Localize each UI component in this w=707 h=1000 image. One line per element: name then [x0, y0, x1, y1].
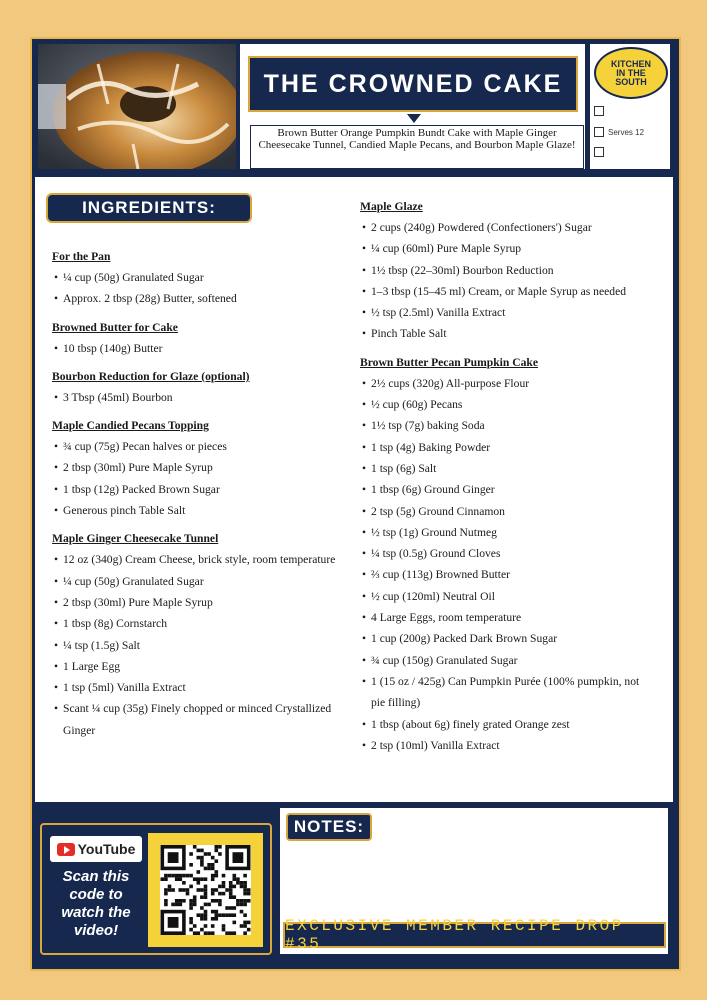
ingredient-item: • 2 cups (240g) Powdered (Confectioners') Sugar	[360, 217, 650, 238]
ingredient-section	[52, 416, 342, 521]
ingredient-item: • Approx. 2 tbsp (28g) Butter, softened	[52, 288, 342, 309]
ingredient-item: • 1 tsp (6g) Salt	[360, 458, 650, 479]
section-title: Browned Butter for Cake	[52, 320, 178, 334]
ingredient-item: • 12 oz (340g) Cream Cheese, brick style, room temperature	[52, 549, 342, 570]
ingredient-item: • 2 tbsp (30ml) Pure Maple Syrup	[52, 457, 342, 478]
ingredient-item: • ½ cup (60g) Pecans	[360, 394, 650, 415]
title-pointer	[407, 114, 421, 123]
ingredient-item: • ¾ cup (75g) Pecan halves or pieces	[52, 436, 342, 457]
difficulty-icon	[594, 147, 604, 157]
ingredient-item: • 1 tsp (5ml) Vanilla Extract	[52, 677, 342, 698]
info-text: Serves 12	[608, 127, 645, 137]
ingredient-item: • 1 tbsp (6g) Ground Ginger	[360, 479, 650, 500]
qr-code[interactable]	[148, 833, 263, 947]
section-title: Brown Butter Pecan Pumpkin Cake	[360, 355, 538, 369]
ingredient-item: • ½ tsp (2.5ml) Vanilla Extract	[360, 302, 650, 323]
kitchen-logo	[594, 47, 668, 99]
ingredient-item: • ¼ tsp (1.5g) Salt	[52, 635, 342, 656]
ingredient-item: • ¼ tsp (0.5g) Ground Cloves	[360, 543, 650, 564]
ingredient-item: • ½ tsp (1g) Ground Nutmeg	[360, 522, 650, 543]
ingredient-item: • 1 tbsp (about 6g) finely grated Orange zest	[360, 714, 650, 735]
info-row-time	[594, 106, 608, 116]
section-title: For the Pan	[52, 250, 111, 263]
title-box	[248, 56, 578, 112]
ingredient-section	[52, 318, 342, 359]
ingredient-item: • 1½ tbsp (22–30ml) Bourbon Reduction	[360, 260, 650, 281]
ingredient-item: • 2 tsp (10ml) Vanilla Extract	[360, 735, 650, 756]
ingredient-item: • Pinch Table Salt	[360, 323, 650, 344]
recipe-title: THE CROWNED CAKE	[263, 69, 563, 98]
ingredient-item: • ¾ cup (150g) Granulated Sugar	[360, 650, 650, 671]
logo-line: KITCHEN	[611, 58, 651, 69]
ingredient-item: • ½ cup (120ml) Neutral Oil	[360, 586, 650, 607]
ingredients-left-column	[52, 247, 342, 749]
ingredients-right-column	[360, 197, 650, 764]
clock-icon	[594, 106, 604, 116]
scan-text: Scan this code to watch the video!	[61, 868, 131, 939]
ingredient-item: • 4 Large Eggs, room temperature	[360, 607, 650, 628]
ingredient-item: • ¼ cup (50g) Granulated Sugar	[52, 267, 342, 288]
ingredients-heading: INGREDIENTS:	[46, 193, 252, 223]
ingredient-item: • ⅔ cup (113g) Browned Butter	[360, 564, 650, 585]
ingredient-section	[52, 247, 342, 310]
ingredient-section	[52, 529, 342, 741]
ingredient-item: • 10 tbsp (140g) Butter	[52, 338, 342, 359]
youtube-logo	[50, 836, 142, 862]
servings-icon	[594, 127, 604, 137]
section-title: Maple Ginger Cheesecake Tunnel	[52, 532, 219, 546]
cake-photo	[38, 44, 236, 169]
ingredient-item: • 1 tbsp (12g) Packed Brown Sugar	[52, 479, 342, 500]
ingredient-item: • 2 tbsp (30ml) Pure Maple Syrup	[52, 592, 342, 613]
youtube-wordmark: YouTube	[77, 841, 136, 857]
info-row-difficulty	[594, 147, 608, 157]
recipe-subtitle: Brown Butter Orange Pumpkin Bundt Cake with Maple Ginger Cheesecake Tunnel, Candied Maple Pecans, and Bourbon Maple Glaze!	[250, 125, 584, 169]
logo-line: IN THE	[616, 67, 646, 78]
notes-heading: NOTES:	[286, 813, 372, 841]
ingredient-item: • 1 tsp (4g) Baking Powder	[360, 437, 650, 458]
ingredient-section	[52, 367, 342, 408]
ingredient-item: • 3 Tbsp (45ml) Bourbon	[52, 387, 342, 408]
ingredient-item: • ¼ cup (60ml) Pure Maple Syrup	[360, 238, 650, 259]
ingredient-item: • 1½ tsp (7g) baking Soda	[360, 415, 650, 436]
ingredient-item: • 2½ cups (320g) All-purpose Flour	[360, 373, 650, 394]
ingredient-item: • ¼ cup (50g) Granulated Sugar	[52, 571, 342, 592]
ingredient-item: • 1 (15 oz / 425g) Can Pumpkin Purée (100% pumpkin, not pie filling)	[360, 671, 650, 714]
ingredient-item: • 2 tsp (5g) Ground Cinnamon	[360, 501, 650, 522]
ingredient-item: • 1 Large Egg	[52, 656, 342, 677]
ingredient-item: • 1–3 tbsp (15–45 ml) Cream, or Maple Syrup as needed	[360, 281, 650, 302]
section-title: Bourbon Reduction for Glaze (optional)	[52, 369, 250, 383]
logo-line: SOUTH	[615, 76, 647, 87]
youtube-info	[50, 836, 142, 946]
ingredient-item: • Generous pinch Table Salt	[52, 500, 342, 521]
section-title: Maple Candied Pecans Topping	[52, 419, 209, 433]
ingredient-item: • Scant ¼ cup (35g) Finely chopped or minced Crystallized Ginger	[52, 698, 342, 741]
qr-code-icon	[160, 845, 251, 935]
ingredient-item: • 1 cup (200g) Packed Dark Brown Sugar	[360, 628, 650, 649]
ingredient-item: • 1 tbsp (8g) Cornstarch	[52, 613, 342, 634]
play-icon	[57, 843, 75, 856]
ingredient-section	[360, 197, 650, 345]
info-row-serves	[594, 127, 644, 137]
member-banner: EXCLUSIVE MEMBER RECIPE DROP #35	[283, 922, 666, 948]
section-title: Maple Glaze	[360, 200, 423, 213]
ingredient-section	[360, 353, 650, 756]
